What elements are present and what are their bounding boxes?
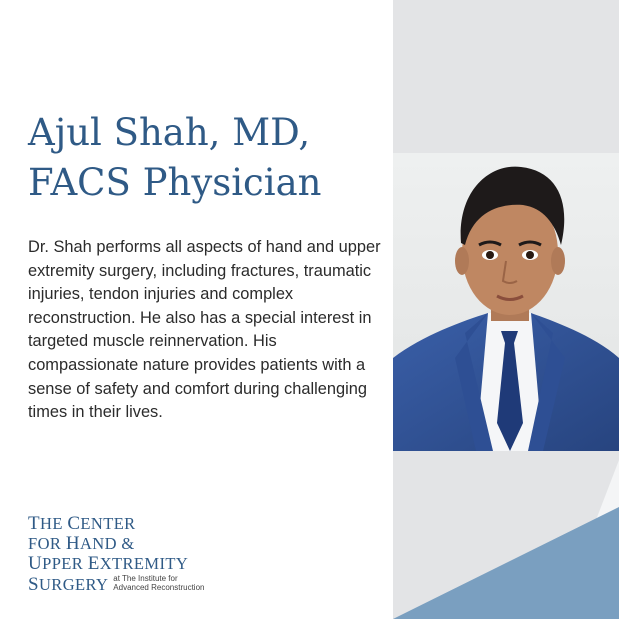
- center-logo: [28, 514, 328, 595]
- logo-line-4: SURGERY at The Institute for Advanced Reconstruction: [28, 574, 205, 595]
- physician-bio: Dr. Shah performs all aspects of hand and upper extremity surgery, including fractures, traumatic injuries, tendon injuries and complex reconstruction. He also has a special interest in targeted muscle reinnervation. His compassionate nature provides patients with a sense of safety and comfort during challenging times in their lives.: [28, 238, 381, 422]
- logo-line-1: THE CENTER: [28, 513, 136, 534]
- title-line-2: FACS Physician: [28, 161, 322, 204]
- left-pupil: [486, 251, 494, 259]
- right-pupil: [526, 251, 534, 259]
- left-ear: [455, 247, 469, 275]
- physician-portrait: [393, 153, 619, 451]
- right-ear: [551, 247, 565, 275]
- logo-line-2: FOR HAND &: [28, 533, 135, 554]
- physician-title: [28, 108, 388, 208]
- title-line-1: Ajul Shah, MD,: [28, 111, 311, 154]
- logo-line-3: UPPER EXTREMITY: [28, 553, 189, 574]
- logo-subtitle: at The Institute for Advanced Reconstruction: [113, 574, 205, 592]
